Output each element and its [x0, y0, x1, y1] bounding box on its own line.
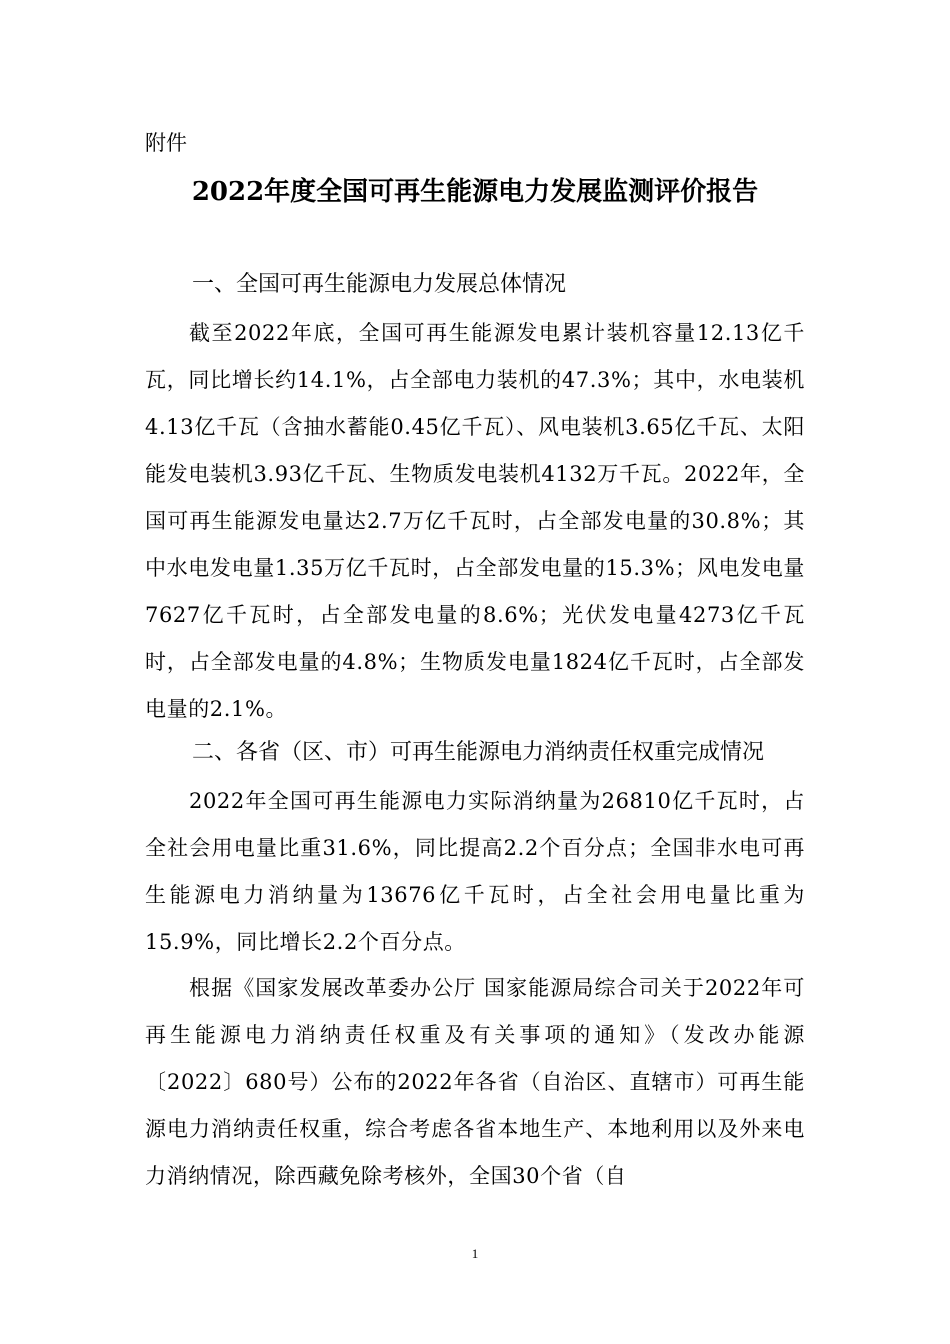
paragraph-national-consumption: 2022年全国可再生能源电力实际消纳量为26810亿千瓦时，占全社会用电量比重31.6%，同比提高2.2个百分点；全国非水电可再生能源电力消纳量为13676亿千瓦时，占全社会用电量比重为15.9%，同比增长2.2个百分点。 — [145, 789, 805, 954]
attachment-label: 附件 — [145, 131, 187, 155]
paragraph-provincial-weights: 根据《国家发展改革委办公厅 国家能源局综合司关于2022年可再生能源电力消纳责任权重及有关事项的通知》（发改办能源〔2022〕680号）公布的2022年各省（自治区、直辖市）可再生能源电力消纳责任权重，综合考虑各省本地生产、本地利用以及外来电力消纳情况，除西藏免除考核外，全国30个省（自 — [145, 976, 805, 1188]
paragraph-overall-capacity: 截至2022年底，全国可再生能源发电累计装机容量12.13亿千瓦，同比增长约14.1%，占全部电力装机的47.3%；其中，水电装机4.13亿千瓦（含抽水蓄能0.45亿千瓦）、风电装机3.65亿千瓦、太阳能发电装机3.93亿千瓦、生物质发电装机4132万千瓦。2022年，全国可再生能源发电量达2.7万亿千瓦时，占全部发电量的30.8%；其中水电发电量1.35万亿千瓦时，占全部发电量的15.3%；风电发电量7627亿千瓦时，占全部发电量的8.6%；光伏发电量4273亿千瓦时，占全部发电量的4.8%；生物质发电量1824亿千瓦时，占全部发电量的2.1%。 — [145, 321, 805, 721]
section-heading-overall: 一、全国可再生能源电力发展总体情况 — [192, 272, 567, 297]
report-title: 2022年度全国可再生能源电力发展监测评价报告 — [191, 177, 759, 207]
page-number: 1 — [471, 1246, 479, 1261]
section-heading-provincial: 二、各省（区、市）可再生能源电力消纳责任权重完成情况 — [192, 740, 765, 765]
